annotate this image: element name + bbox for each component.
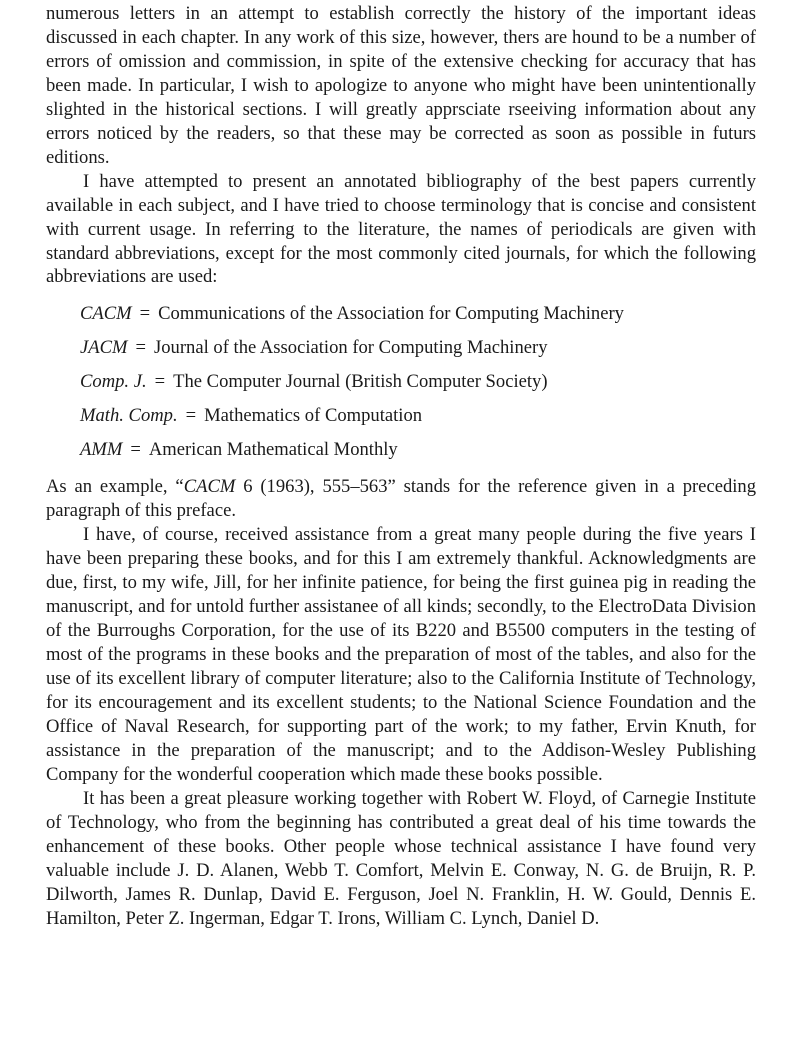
- equals-sign: =: [154, 371, 166, 393]
- abbreviation-term: CACM: [80, 303, 132, 325]
- abbreviation-meaning: Communications of the Association for Computing Machinery: [158, 303, 624, 325]
- example-cite: CACM: [183, 476, 236, 498]
- abbreviation-item: [80, 331, 756, 365]
- abbreviation-item: [80, 433, 756, 467]
- abbreviation-term: AMM: [80, 439, 123, 461]
- abbreviation-term: Comp. J.: [80, 371, 147, 393]
- abbreviation-meaning: Journal of the Association for Computing Machinery: [154, 337, 548, 359]
- abbreviation-term: Math. Comp.: [80, 405, 178, 427]
- abbreviation-term: JACM: [80, 337, 128, 359]
- document-page: [46, 2, 756, 931]
- equals-sign: =: [130, 439, 141, 461]
- abbreviation-meaning: The Computer Journal (British Computer Society): [173, 371, 548, 393]
- example-tail: 6 (1963), 555–563” stands for the reference given in a preceding paragraph of this preface.: [46, 476, 757, 522]
- paragraph-acknowledgments: I have, of course, received assistance from a great many people during the five years I have been preparing these books, and for this I am extremely thankful. Acknowledgments are due, first, to my wife, Jill, for her infinite patience, for being the first guinea pig in reading the manuscript, and for untold further assistanee of all kinds; secondly, to the ElectroData Division of the Burroughs Corporation, for the use of its B220 and B5500 computers in the testing of most of the programs in these books and the preparation of most of the tables, and also for the use of its excellent library of computer literature; also to the California Institute of Technology, for its encouragement and its excellent students; to the National Science Foundation and the Office of Naval Research, for supporting part of the work; to my father, Ervin Knuth, for assistance in the preparation of the manuscript; and to the Addison-Wesley Publishing Company for the wonderful cooperation which made these books possible.: [46, 524, 756, 785]
- example-lead: As an example, “: [46, 476, 184, 498]
- equals-sign: =: [185, 405, 197, 427]
- paragraph-collaborators: It has been a great pleasure working together with Robert W. Floyd, of Carnegie Institute of Technology, who from the beginning has contributed a great deal of his time towards the enhancement of these books. Other people whose technical assistance I have found very valuable include J. D. Alanen, Webb T. Comfort, Melvin E. Conway, N. G. de Bruijn, R. P. Dilworth, James R. Dunlap, David E. Ferguson, Joel N. Franklin, H. W. Gould, Dennis E. Hamilton, Peter Z. Ingerman, Edgar T. Irons, William C. Lynch, Daniel D.: [46, 787, 756, 929]
- abbreviation-list: [80, 297, 756, 467]
- paragraph-errata: numerous letters in an attempt to establish correctly the history of the important ideas discussed in each chapter. In any work of this size, however, thers are hound to be a number of errors of omission and commission, in spite of the extensive checking for accuracy that has been made. In particular, I wish to apologize to anyone who might have been unintentionally slighted in the historical sections. I will greatly apprsciate rseeiving information about any errors noticed by the readers, so that these may be corrected as soon as possible in futurs editions.: [46, 3, 756, 168]
- abbreviation-item: [80, 399, 756, 433]
- abbreviation-meaning: Mathematics of Computation: [204, 405, 423, 427]
- abbreviation-meaning: American Mathematical Monthly: [148, 439, 398, 461]
- equals-sign: =: [135, 337, 147, 359]
- abbreviation-item: [80, 365, 756, 399]
- equals-sign: =: [139, 303, 151, 325]
- abbreviation-item: [80, 297, 756, 331]
- paragraph-bibliography: I have attempted to present an annotated bibliography of the best papers currently available in each subject, and I have tried to choose terminology that is concise and consistent with current usage. In referring to the literature, the names of periodicals are given with standard abbreviations, except for the most commonly cited journals, for which the following abbreviations are used:: [46, 170, 756, 288]
- paragraph-example: [46, 475, 756, 523]
